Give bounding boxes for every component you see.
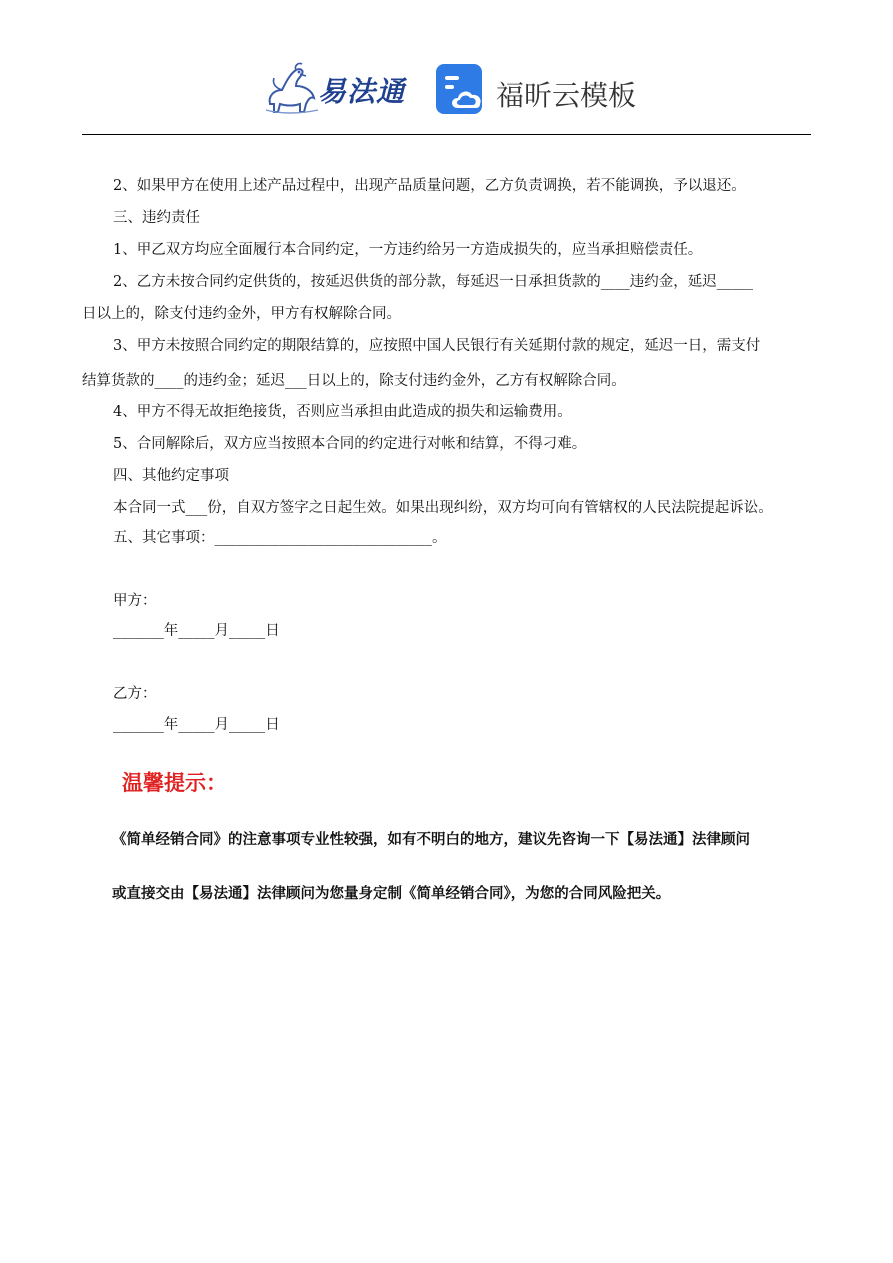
fuxin-logo: [436, 64, 646, 118]
tip-title: 温馨提示：: [122, 770, 227, 795]
clause-line: 结算货款的____的违约金；延迟___日以上的，除支付违约金外，乙方有权解除合同。: [82, 373, 626, 389]
yifatong-brand-text: 易法通: [318, 75, 406, 108]
clause-line: 1、甲乙双方均应全面履行本合同约定，一方违约给另一方造成损失的，应当承担赔偿责任。: [113, 242, 703, 258]
tip-text: 《简单经销合同》的注意事项专业性较强，如有不明白的地方，建议先咨询一下【易法通】法律顾问: [112, 831, 750, 848]
clause-line: 五、其它事项：______________________________。: [113, 530, 447, 546]
clause-line: 4、甲方不得无故拒绝接货，否则应当承担由此造成的损失和运输费用。: [113, 404, 572, 420]
tip-text: 或直接交由【易法通】法律顾问为您量身定制《简单经销合同》，为您的合同风险把关。: [112, 885, 671, 902]
party-a-label: 甲方：: [113, 593, 157, 609]
clause-line: 日以上的，除支付违约金外，甲方有权解除合同。: [82, 306, 401, 322]
party-b-label: 乙方：: [113, 686, 157, 702]
clause-line: 5、合同解除后，双方应当按照本合同的约定进行对帐和结算，不得刁难。: [113, 436, 587, 452]
document-cloud-icon: [436, 64, 486, 116]
party-b-date: _______年_____月_____日: [113, 717, 280, 733]
clause-line: 3、甲方未按照合同约定的期限结算的，应按照中国人民银行有关延期付款的规定，延迟一日，需支付: [113, 338, 761, 354]
page-header: [0, 0, 893, 136]
qilin-horse-icon: [260, 60, 324, 116]
yifatong-logo: [260, 60, 410, 116]
clause-line: 2、如果甲方在使用上述产品过程中，出现产品质量问题，乙方负责调换，若不能调换，予以退还。: [113, 178, 746, 194]
clause-line: 2、乙方未按合同约定供货的，按延迟供货的部分款，每延迟一日承担货款的____违约金，延迟_____: [113, 274, 753, 290]
party-a-date: _______年_____月_____日: [113, 623, 280, 639]
clause-line: 本合同一式___份，自双方签字之日起生效。如果出现纠纷，双方均可向有管辖权的人民法院提起诉讼。: [113, 500, 773, 516]
fuxin-brand-text: 福昕云模板: [496, 79, 637, 112]
header-divider: [82, 134, 811, 135]
section-heading: 三、违约责任: [113, 210, 200, 226]
section-heading: 四、其他约定事项: [113, 468, 229, 484]
